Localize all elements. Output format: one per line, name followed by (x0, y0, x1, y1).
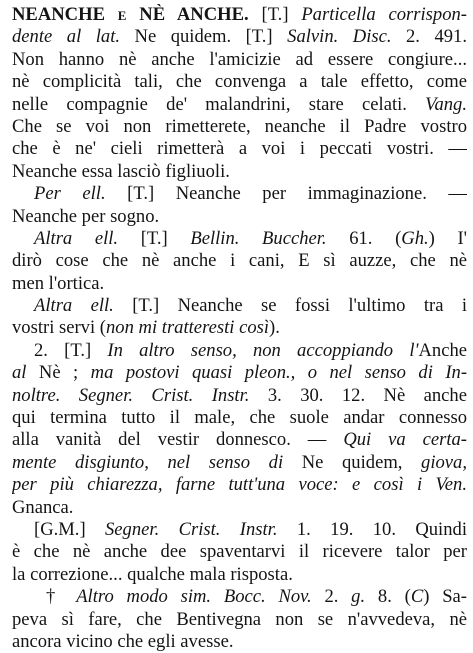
italic-text: ma postovi quasi pleon., o nel senso di In- (90, 362, 467, 384)
entry-line (12, 385, 467, 407)
italic-text: Gh. (401, 227, 429, 249)
entry-headword: NEANCHE e NÈ ANCHE. (12, 4, 249, 25)
entry-text: [T.] Neanche se fossi l'ultimo tra i (113, 295, 467, 317)
entry-line (12, 49, 467, 71)
entry-text: 3. 30. 12. Nè anche (249, 384, 467, 406)
entry-text: [G.M.] (34, 518, 105, 540)
entry-text: 2. [T.] (34, 339, 108, 361)
italic-text: noltre. Segner. Crist. Instr. (12, 384, 250, 406)
entry-text: Che se voi non rimetterete, neanche il Padre vostro (12, 115, 467, 137)
entry-line (12, 206, 467, 228)
italic-text: giova, (421, 451, 467, 473)
italic-text: Bellin. Buccher. (190, 227, 327, 249)
entry-line (12, 631, 467, 653)
entry-line (12, 519, 467, 541)
entry-text: men l'ortica. (12, 272, 105, 294)
italic-text: non mi tratteresti così (106, 317, 270, 339)
entry-text: è che nè anche dee spaventarvi il ricevere talor per (12, 541, 467, 563)
entry-text: [T.] (248, 4, 302, 25)
entry-text: Nè ; (26, 362, 91, 384)
entry-text: dirò cose che nè anche i cani, E sì auzze, che nè (12, 250, 467, 272)
entry-line (12, 564, 467, 586)
entry-text: ) I' (428, 227, 467, 249)
italic-text: al (12, 362, 27, 384)
entry-line (12, 161, 467, 183)
entry-line (12, 452, 467, 474)
entry-text: Non hanno nè anche l'amicizie ad essere congiure... (12, 48, 467, 70)
italic-text: Altra ell. (34, 295, 114, 317)
entry-line (12, 586, 467, 608)
entry-line (12, 609, 467, 631)
italic-text: Segner. Crist. Instr. (105, 518, 278, 540)
entry-line (12, 474, 467, 496)
entry-text: qui termina tutto il male, che suole andar connesso (12, 407, 467, 429)
italic-text: g. (351, 586, 366, 608)
italic-text: Altra ell. (34, 227, 119, 249)
entry-text: 2. 491. (391, 26, 467, 48)
entry-text: Neanche per sogno. (12, 205, 160, 227)
entry-line (12, 250, 467, 272)
entry-line (12, 4, 467, 26)
italic-text: Particella corrispon- (301, 4, 467, 25)
entry-text: Neanche essa lasciò figliuoli. (12, 160, 230, 182)
entry-text: † (46, 586, 77, 608)
entry-line (12, 71, 467, 93)
entry-text: Ne quidem, (283, 451, 422, 473)
entry-text: vostri servi ( (12, 317, 106, 339)
entry-text: peva sì fare, che Bentivegna non se n'avvedeva, nè (12, 608, 467, 630)
entry-text: 2. (311, 586, 352, 608)
italic-text: per più chiarezza, farne tutt'una voce: e così i Ven. (12, 474, 467, 496)
entry-line (12, 497, 467, 519)
entry-text: Gnanca. (12, 496, 74, 518)
italic-text: Salvin. Disc. (287, 26, 392, 48)
entry-text: che è ne' cieli rimetterà a voi i peccati vostri. — (12, 138, 467, 160)
italic-text: In altro senso, non accoppiando l' (107, 339, 419, 361)
entry-text: alla vanità del vestir donnesco. — (12, 429, 344, 451)
entry-text: ) Sa- (423, 586, 467, 608)
italic-text: Altro modo sim. Bocc. Nov. (76, 586, 312, 608)
entry-line (12, 273, 467, 295)
entry-text: Anche (418, 339, 467, 361)
entry-line (12, 541, 467, 563)
entry-text: [T.] Neanche per immaginazione. — (105, 183, 467, 205)
entry-text: 8. ( (365, 586, 411, 608)
italic-text: C (410, 586, 424, 608)
entry-line (12, 138, 467, 160)
entry-line (12, 362, 467, 384)
entry-line (12, 228, 467, 250)
entry-line (12, 429, 467, 451)
italic-text: Qui va certa- (343, 429, 467, 451)
entry-text: Ne quidem. [T.] (120, 26, 288, 48)
entry-line (12, 26, 467, 48)
entry-line (12, 295, 467, 317)
entry-line (12, 116, 467, 138)
entry-text: ). (269, 317, 280, 339)
entry-text: ancora vicino che egli avesse. (12, 630, 234, 652)
entry-text: la correzione... qualche mala risposta. (12, 563, 293, 585)
entry-line (12, 340, 467, 362)
entry-line (12, 183, 467, 205)
entry-text: nelle compagnie de' malandrini, stare celati. (12, 93, 426, 115)
entry-text: [T.] (118, 227, 191, 249)
entry-text: nè complicità tali, che convenga a tale effetto, come (12, 71, 467, 93)
italic-text: Vang. (425, 93, 467, 115)
italic-text: dente al lat. (12, 26, 121, 48)
entry-text: 61. ( (326, 227, 402, 249)
entry-text: 1. 19. 10. Quindi (277, 518, 467, 540)
italic-text: Per ell. (34, 183, 106, 205)
entry-line (12, 407, 467, 429)
entry-line (12, 94, 467, 116)
entry-line (12, 317, 467, 339)
italic-text: mente disgiunto, nel senso di (12, 451, 284, 473)
